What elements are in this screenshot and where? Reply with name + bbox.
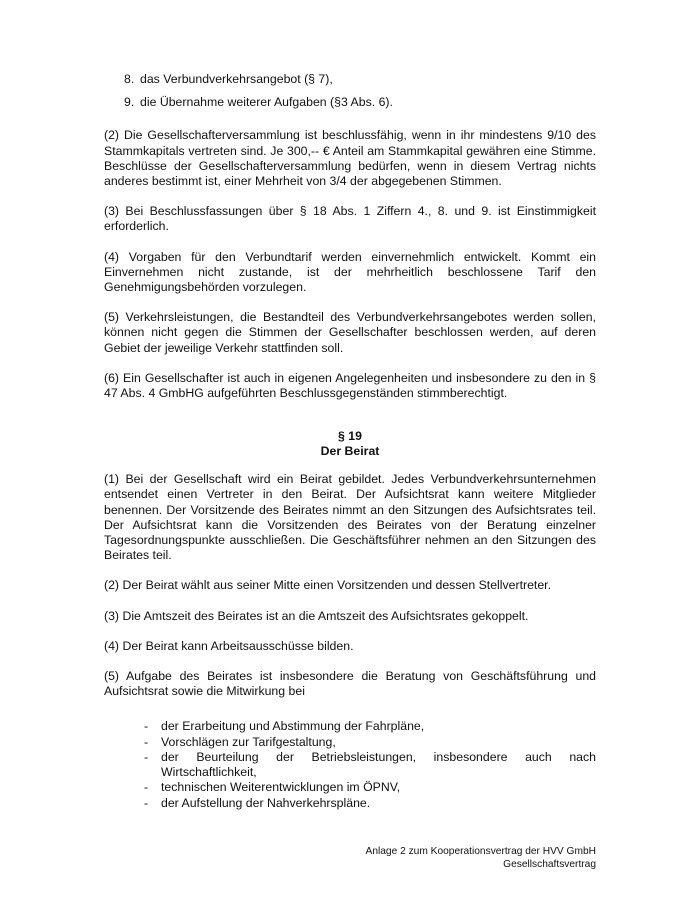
section-heading [104,429,596,459]
paragraph-19-1: (1) Bei der Gesellschaft wird ein Beirat gebildet. Jedes Verbundverkehrsunternehmen entsendet einen Vertreter in den Beirat. Der Aufsichtsrat kann weitere Mitglieder benennen. Der Vorsitzende des Beirates nimmt an den Sitzungen des Aufsichtsrates teil. Der Aufsichtsrat kann die Vorsitzenden des Beirates von der Beratung einzelner Tagesordnungspunkte ausschließen. Die Geschäftsführer nehmen an den Sitzungen des Beirates teil. [104,472,596,563]
bullet-dash: - [144,780,149,795]
footer-line-1: Anlage 2 zum Kooperationsvertrag der HVV GmbH [365,846,596,857]
bullet-item [144,750,596,765]
bullet-dash: - [144,734,149,749]
bullet-dash: - [144,749,149,764]
list-item [124,95,596,110]
bullet-text: Wirtschaftlichkeit, [161,765,257,780]
bullet-item [144,780,596,795]
bullet-text: Vorschlägen zur Tarifgestaltung, [161,734,336,749]
page-footer [366,845,596,871]
paragraph-19-2: (2) Der Beirat wählt aus seiner Mitte einen Vorsitzenden und dessen Stellvertreter. [104,578,552,593]
bullet-item [144,719,596,734]
paragraph-18-3: (3) Bei Beschlussfassungen über § 18 Abs. 1 Ziffern 4., 8. und 9. ist Einstimmigkeit erforderlich. [104,204,596,234]
bullet-item [144,796,596,811]
bullet-text: der Aufstellung der Nahverkehrspläne. [161,795,371,810]
section-title: Der Beirat [320,444,380,459]
list-item-number: 9. [124,95,135,110]
document-page [104,72,596,811]
bullet-item-continuation [144,765,596,780]
paragraph-19-3: (3) Die Amtszeit des Beirates ist an die Amtszeit des Aufsichtsrates gekoppelt. [104,608,529,623]
paragraph-18-6: (6) Ein Gesellschafter ist auch in eigenen Angelegenheiten und insbesondere zu den in § 47 Abs. 4 GmbHG aufgeführten Beschlussgegenständen stimmberechtigt. [104,370,596,401]
list-item-text: die Übernahme weiterer Aufgaben (§3 Abs. 6). [140,95,393,110]
bullet-text: technischen Weiterentwicklungen im ÖPNV, [161,780,401,795]
paragraph-18-4: (4) Vorgaben für den Verbundtarif werden einvernehmlich entwickelt. Kommt ein Einvernehmen nicht zustande, ist der mehrheitlich beschlossene Tarif den Genehmigungsbehörden vorzulegen. [104,249,596,295]
paragraph-19-4: (4) Der Beirat kann Arbeitsausschüsse bilden. [104,638,354,653]
list-item [124,72,596,87]
paragraph-18-2: (2) Die Gesellschafterversammlung ist beschlussfähig, wenn in ihr mindestens 9/10 des Stammkapitals vertreten sind. Je 300,-- € Anteil am Stammkapital gewähren eine Stimme. Beschlüsse der Gesellschafterversammlung bedürfen, wenn in diesem Vertrag nichts anderes bestimmt ist, einer Mehrheit von 3/4 der abgegebenen Stimmen. [104,128,596,189]
paragraph-18-5: (5) Verkehrsleistungen, die Bestandteil des Verbundverkehrsangebotes werden sollen, können nicht gegen die Stimmen der Gesellschafter beschlossen werden, auf deren Gebiet der jeweilige Verkehr stattfinden soll. [104,310,596,355]
list-item-number: 8. [124,72,135,86]
footer-line-2: Gesellschaftsvertrag [503,859,596,870]
bullet-list [144,719,596,810]
numbered-list [104,72,596,110]
list-item-text: das Verbundverkehrsangebot (§ 7), [140,72,333,86]
bullet-dash: - [144,719,149,734]
bullet-item [144,735,596,750]
bullet-text: der Beurteilung der Betriebsleistungen, insbesondere auch nach [161,749,596,764]
bullet-dash: - [144,795,149,810]
bullet-text: der Erarbeitung und Abstimmung der Fahrpläne, [161,719,425,734]
paragraph-19-5: (5) Aufgabe des Beirates ist insbesondere die Beratung von Geschäftsführung und Aufsichtsrat sowie die Mitwirkung bei [104,669,596,699]
section-number: § 19 [338,429,362,444]
